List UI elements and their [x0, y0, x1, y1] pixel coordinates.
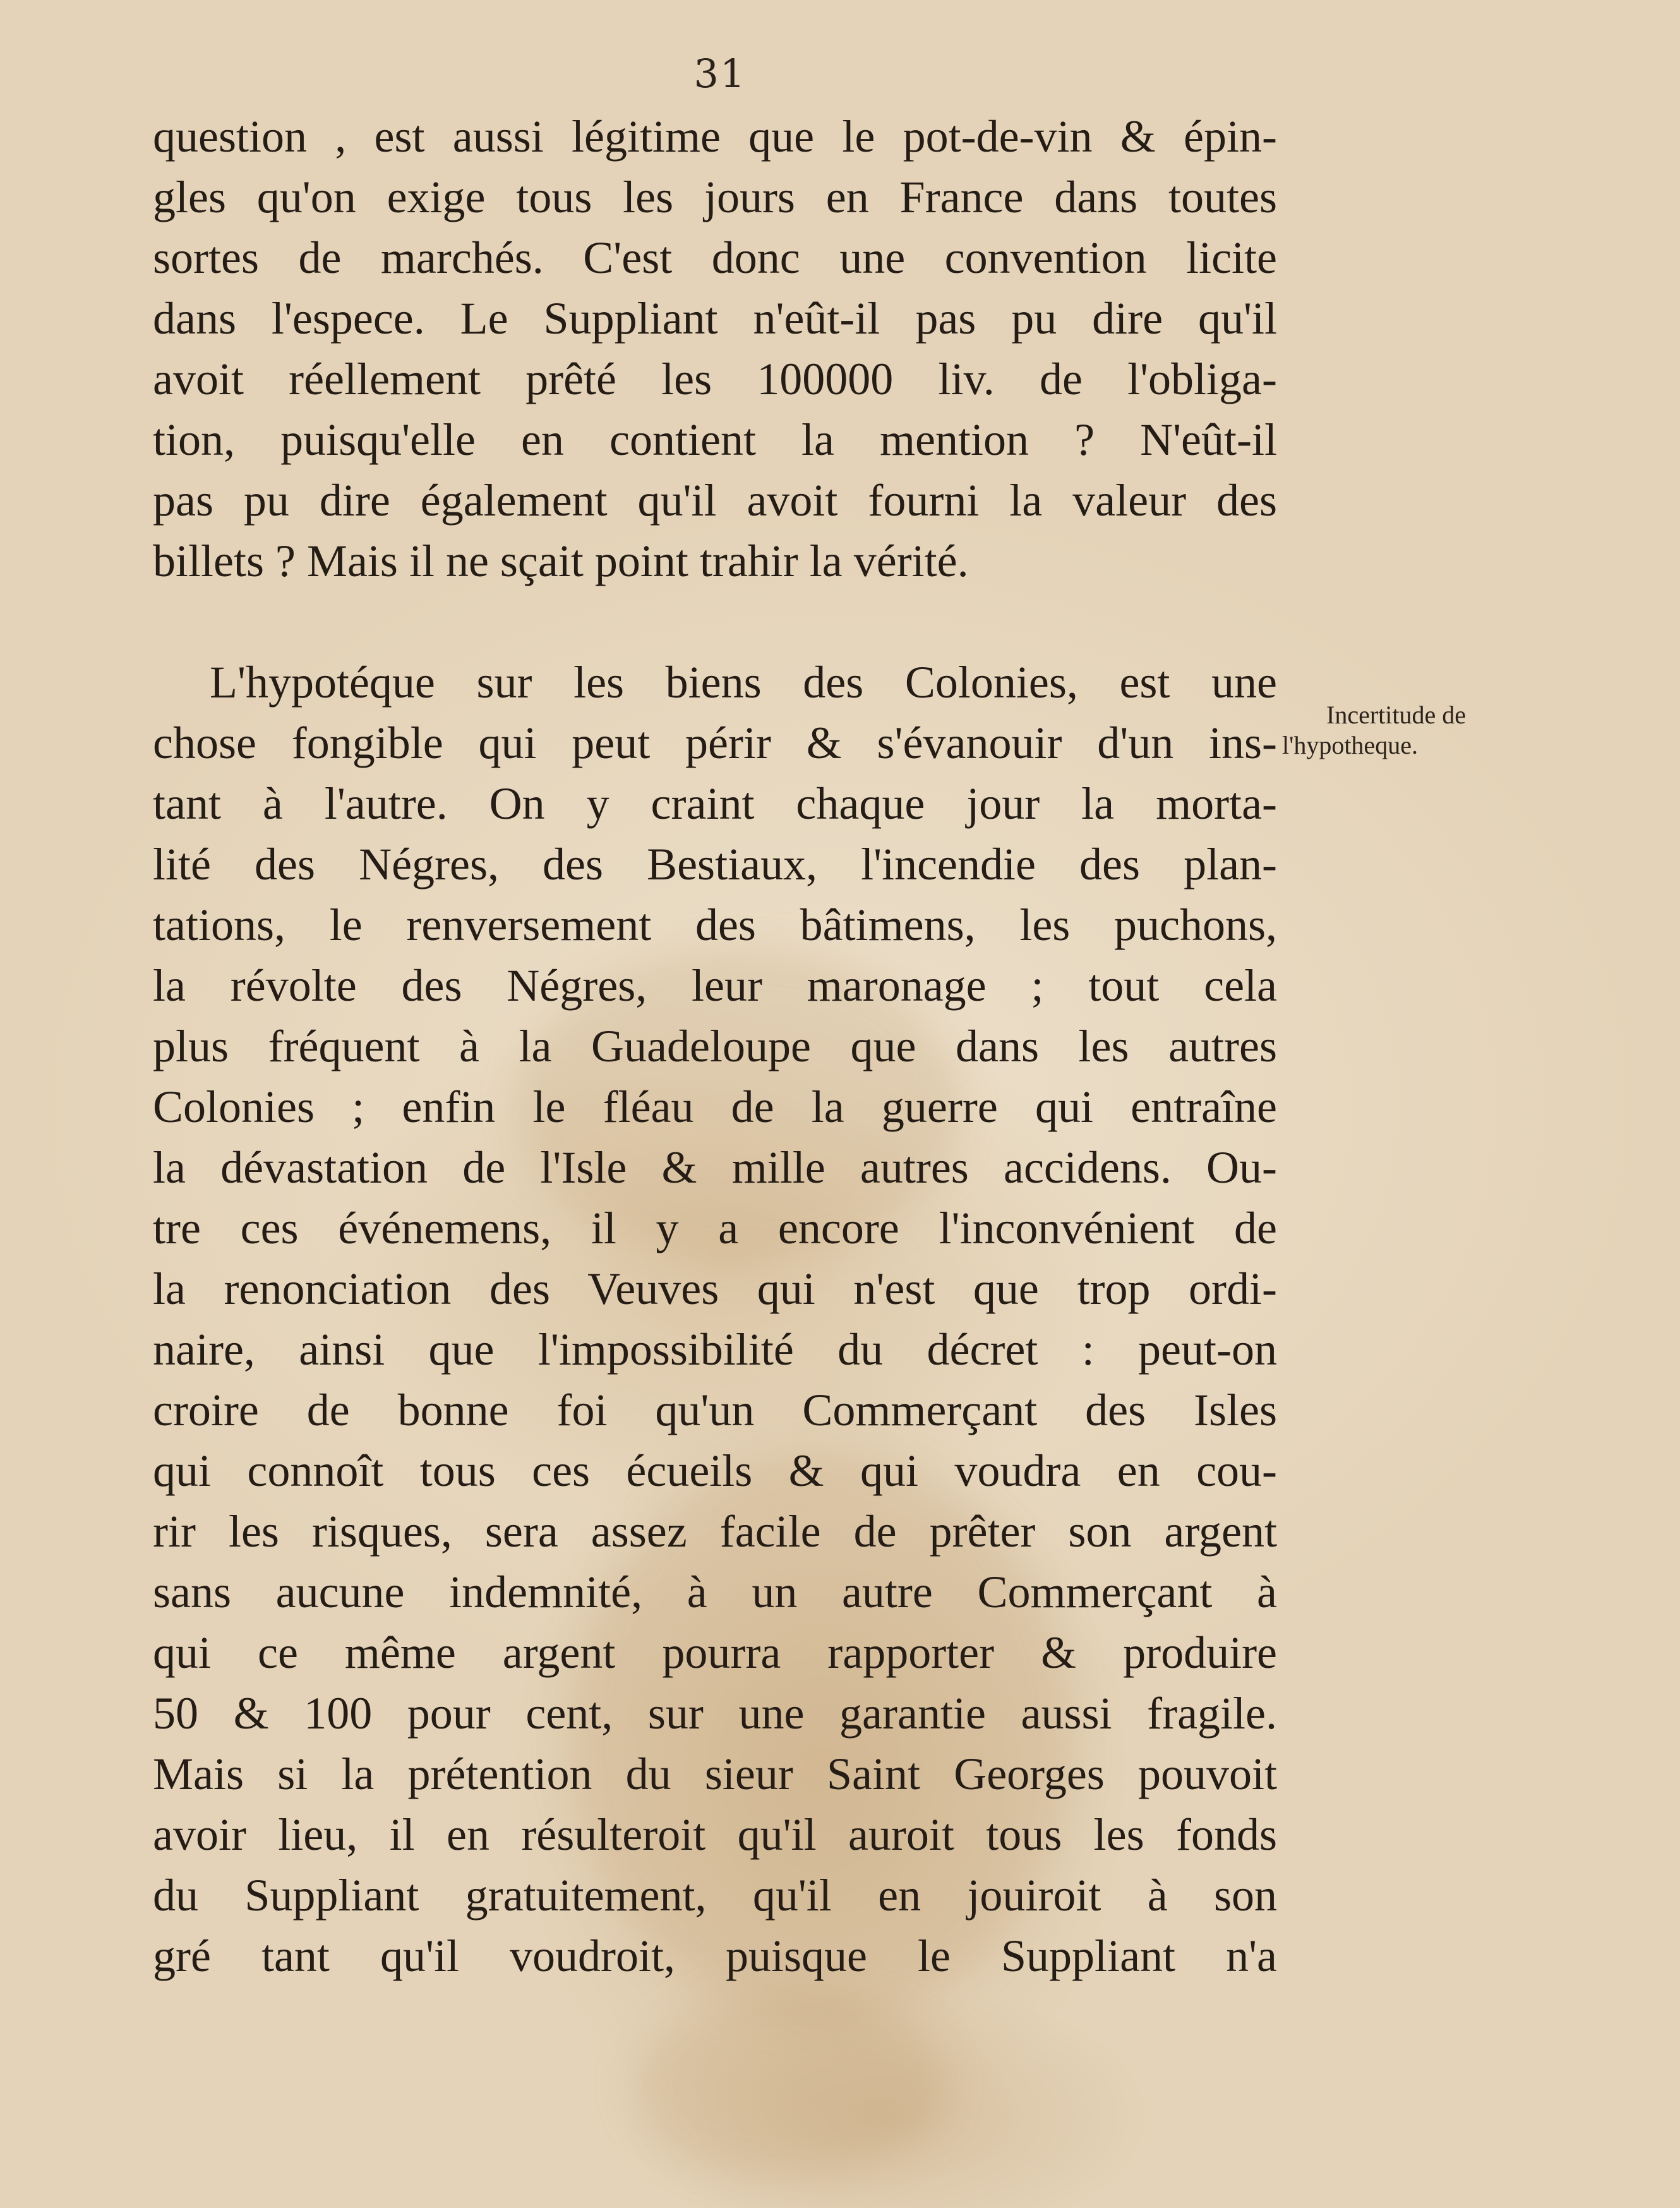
text-line: croire de bonne foi qu'un Commerçant des Isles	[153, 1385, 1277, 1435]
text-line: gré tant qu'il voudroit, puisque le Suppliant n'a	[153, 1931, 1277, 1981]
text-line: tant à l'autre. On y craint chaque jour la morta-	[153, 778, 1277, 829]
text-line: qui ce même argent pourra rapporter & produire	[153, 1627, 1277, 1678]
text-line: avoit réellement prêté les 100000 liv. de l'obliga-	[153, 354, 1277, 404]
paragraph-gap	[153, 591, 1277, 652]
text-line: la dévastation de l'Isle & mille autres accidens. Ou-	[153, 1142, 1277, 1193]
text-line: du Suppliant gratuitement, qu'il en jouiroit à son	[153, 1870, 1277, 1921]
text-line: chose fongible qui peut périr & s'évanouir d'un ins-	[153, 718, 1277, 768]
text-line: sortes de marchés. C'est donc une convention licite	[153, 232, 1277, 283]
text-line: dans l'espece. Le Suppliant n'eût-il pas pu dire qu'il	[153, 293, 1277, 344]
text-line: 50 & 100 pour cent, sur une garantie aussi fragile.	[153, 1688, 1277, 1739]
text-line: question , est aussi légitime que le pot-de-vin & épin-	[153, 111, 1277, 162]
margin-note-line: Incertitude de	[1326, 701, 1466, 729]
text-line: la révolte des Négres, leur maronage ; tout cela	[153, 960, 1277, 1011]
text-line: Mais si la prétention du sieur Saint Georges pouvoit	[153, 1749, 1277, 1799]
text-line: tre ces événemens, il y a encore l'inconvénient de	[153, 1203, 1277, 1253]
text-line: la renonciation des Veuves qui n'est que trop ordi-	[153, 1264, 1277, 1314]
text-line: rir les risques, sera assez facile de prêter son argent	[153, 1506, 1277, 1557]
text-line: pas pu dire également qu'il avoit fourni la valeur des	[153, 475, 1277, 526]
text-line: naire, ainsi que l'impossibilité du décret : peut-on	[153, 1324, 1277, 1375]
margin-note-line: l'hypotheque.	[1282, 731, 1418, 759]
text-line: plus fréquent à la Guadeloupe que dans les autres	[153, 1021, 1277, 1071]
paper-stain	[632, 1990, 947, 2180]
margin-note	[1282, 700, 1535, 761]
text-line: Colonies ; enfin le fléau de la guerre qui entraîne	[153, 1082, 1277, 1132]
text-line: avoir lieu, il en résulteroit qu'il auroit tous les fonds	[153, 1809, 1277, 1860]
body-text	[153, 106, 1277, 1986]
text-line: lité des Négres, des Bestiaux, l'incendie des plan-	[153, 839, 1277, 890]
text-line: gles qu'on exige tous les jours en France dans toutes	[153, 172, 1277, 222]
text-line: sans aucune indemnité, à un autre Commerçant à	[153, 1567, 1277, 1617]
text-line: tion, puisqu'elle en contient la mention ? N'eût-il	[153, 414, 1277, 465]
text-line: tations, le renversement des bâtimens, les puchons,	[153, 900, 1277, 950]
text-line: qui connoît tous ces écueils & qui voudra en cou-	[153, 1445, 1277, 1496]
page-number: 31	[693, 51, 747, 97]
text-line: L'hypotéque sur les biens des Colonies, est une	[210, 657, 1277, 708]
text-line: billets ? Mais il ne sçait point trahir la vérité.	[153, 536, 969, 586]
